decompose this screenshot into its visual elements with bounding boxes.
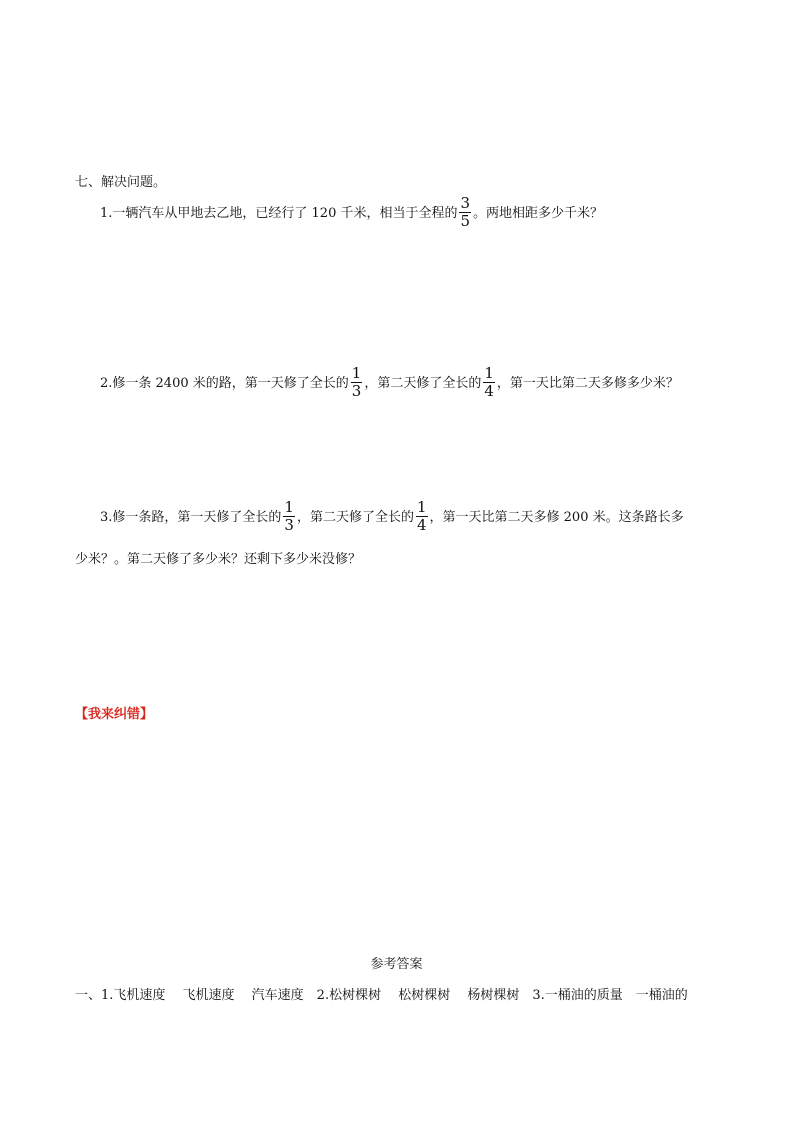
question-3-text-b: ，第二天修了全长的	[296, 510, 414, 525]
fraction-numerator: 1	[484, 364, 494, 382]
fraction	[351, 365, 363, 400]
question-1-text-b: 。两地相距多少千米？	[473, 206, 604, 221]
question-2-text-c: ，第一天比第二天多修多少米？	[496, 376, 679, 391]
fraction-numerator: 3	[460, 194, 471, 212]
fraction-denominator: 4	[416, 516, 427, 534]
fraction-denominator: 3	[351, 382, 362, 400]
fraction	[283, 499, 295, 534]
fraction-denominator: 4	[484, 382, 494, 400]
question-3-text-c: ，第一天比第二天多修 200 米。这条路长多	[429, 510, 684, 525]
fraction-numerator: 1	[351, 364, 362, 382]
section-heading: 七、解决问题。	[75, 175, 167, 190]
correction-heading: 【我来纠错】	[75, 707, 154, 722]
fraction	[483, 365, 495, 400]
fraction	[459, 195, 471, 230]
fraction-numerator: 1	[416, 498, 427, 516]
fraction-numerator: 1	[284, 498, 294, 516]
fraction-denominator: 3	[284, 516, 294, 534]
question-3-continuation: 少米？。第二天修了多少米？还剩下多少米没修？	[75, 552, 362, 567]
answers-line-1: 一、1.飞机速度 飞机速度 汽车速度 2.松树棵树 松树棵树 杨树棵树 3.一桶油的质量 一桶油的	[75, 988, 688, 1003]
question-2-text-b: ，第二天修了全长的	[364, 376, 482, 391]
question-1-text-a: 1.一辆汽车从甲地去乙地，已经行了 120 千米，相当于全程的	[100, 206, 458, 221]
question-3	[100, 500, 684, 535]
fraction	[416, 499, 428, 534]
answers-title: 参考答案	[370, 957, 423, 972]
question-1	[100, 196, 603, 231]
question-2	[100, 366, 679, 401]
question-2-text-a: 2.修一条 2400 米的路，第一天修了全长的	[100, 376, 349, 391]
fraction-denominator: 5	[460, 212, 471, 230]
question-3-text-a: 3.修一条路，第一天修了全长的	[100, 510, 282, 525]
